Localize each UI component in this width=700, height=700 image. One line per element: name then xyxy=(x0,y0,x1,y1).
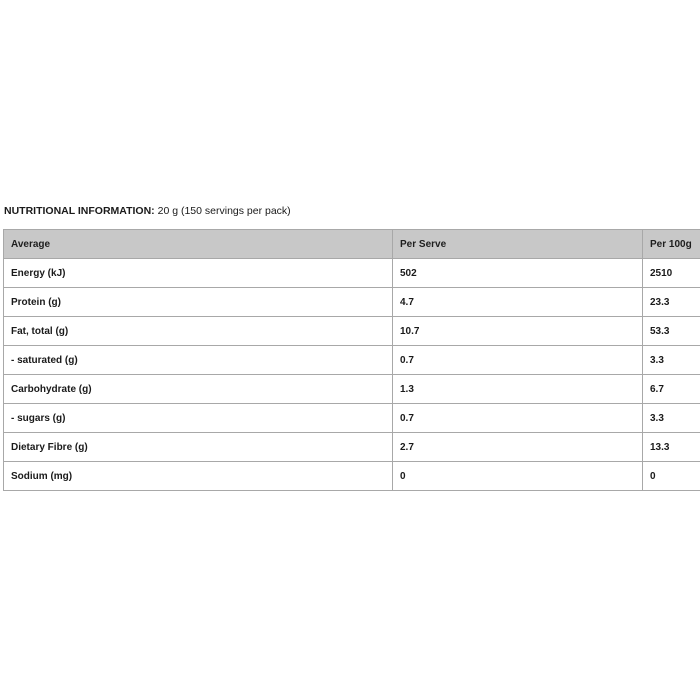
per-100g-value: 53.3 xyxy=(643,317,700,346)
per-100g-value: 3.3 xyxy=(643,346,700,375)
table-row xyxy=(4,433,700,462)
per-100g-value: 2510 xyxy=(643,259,700,288)
column-header-per-serve: Per Serve xyxy=(393,230,643,259)
per-100g-value: 3.3 xyxy=(643,404,700,433)
table-row xyxy=(4,259,700,288)
per-serve-value: 4.7 xyxy=(393,288,643,317)
table-row xyxy=(4,288,700,317)
per-serve-value: 502 xyxy=(393,259,643,288)
serving-size-text: 20 g (150 servings per pack) xyxy=(157,205,291,217)
per-serve-value: 1.3 xyxy=(393,375,643,404)
per-100g-value: 6.7 xyxy=(643,375,700,404)
nutrition-heading-label: NUTRITIONAL INFORMATION: xyxy=(4,205,155,217)
per-serve-value: 0.7 xyxy=(393,404,643,433)
nutrient-name: Carbohydrate (g) xyxy=(4,375,393,404)
table-row xyxy=(4,375,700,404)
table-row xyxy=(4,346,700,375)
nutrition-heading xyxy=(4,204,291,218)
table-row xyxy=(4,404,700,433)
column-header-per-100g: Per 100g xyxy=(643,230,700,259)
per-serve-value: 2.7 xyxy=(393,433,643,462)
nutrient-name: Energy (kJ) xyxy=(4,259,393,288)
nutrient-name: Fat, total (g) xyxy=(4,317,393,346)
table-row xyxy=(4,317,700,346)
nutrient-name: Protein (g) xyxy=(4,288,393,317)
nutrition-table-container xyxy=(3,229,700,491)
nutrient-name: - sugars (g) xyxy=(4,404,393,433)
per-serve-value: 0 xyxy=(393,462,643,491)
nutrient-name: Dietary Fibre (g) xyxy=(4,433,393,462)
nutrient-name: Sodium (mg) xyxy=(4,462,393,491)
per-100g-value: 0 xyxy=(643,462,700,491)
per-serve-value: 10.7 xyxy=(393,317,643,346)
nutrient-name: - saturated (g) xyxy=(4,346,393,375)
table-row xyxy=(4,462,700,491)
table-header-row xyxy=(4,230,700,259)
nutrition-table xyxy=(3,229,700,491)
per-serve-value: 0.7 xyxy=(393,346,643,375)
column-header-average: Average xyxy=(4,230,393,259)
per-100g-value: 23.3 xyxy=(643,288,700,317)
per-100g-value: 13.3 xyxy=(643,433,700,462)
